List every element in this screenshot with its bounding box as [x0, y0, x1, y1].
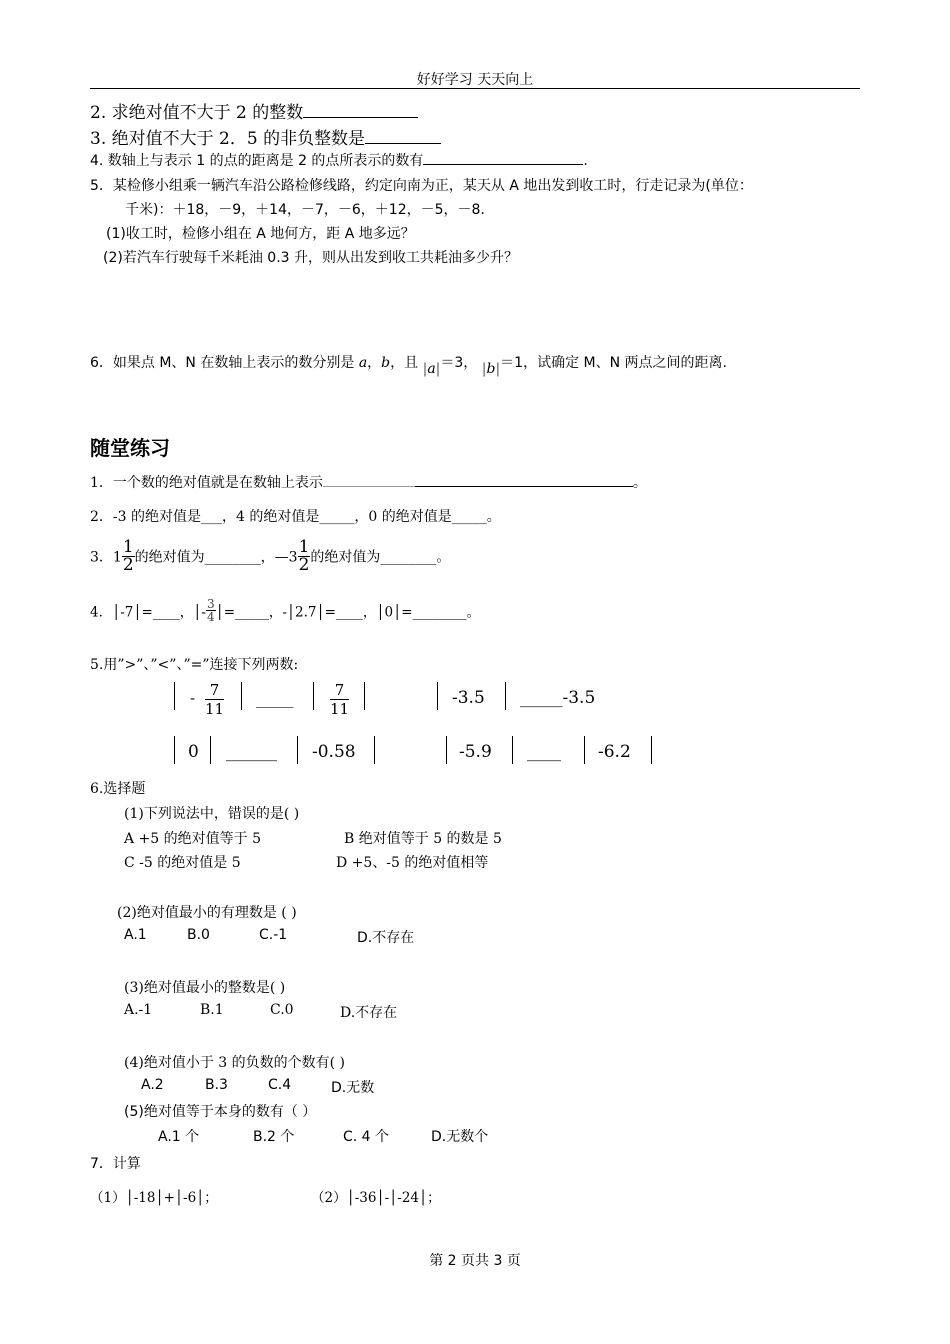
fraction: $\frac{1}{2}$ [122, 537, 134, 575]
mc-1-option-a: A +5 的绝对值等于 5 [124, 831, 262, 847]
mc-2-question: (2)绝对值最小的有理数是 ( ) [117, 905, 297, 921]
compare-blank: _____-3.5 [520, 688, 596, 708]
compare-blank: _____ [256, 690, 294, 708]
answer-blank [365, 127, 441, 144]
calc-1: （1）│-18│+│-6│； [90, 1190, 218, 1206]
question-5-sub1: (1)收工时，检修小组在 A 地何方，距 A 地多远？ [106, 226, 415, 242]
abs-bar [297, 736, 298, 764]
mc-5-option-a: A.1 个 [158, 1129, 200, 1145]
answer-blank [323, 474, 415, 487]
abs-bar [174, 736, 175, 764]
mc-5-option-d: D.无数个 [431, 1129, 489, 1145]
calc-2: （2）│-36│-│-24│； [311, 1190, 441, 1206]
question-4: 4. 数轴上与表示 1 的点的距离是 2 的点所表示的数有 . [90, 150, 588, 170]
question-3 [90, 124, 441, 149]
mc-1-option-c: C -5 的绝对值是 5 [124, 855, 241, 871]
compare-row-1: - 7 11 _____ 7 11 -3.5 _____-3.5 [0, 680, 950, 724]
abs-bar [446, 736, 447, 764]
fraction: $\frac{1}{2}$ [298, 537, 310, 575]
question-2 [90, 98, 418, 123]
mc-2-option-a: A.1 [124, 927, 147, 943]
abs-bar [374, 736, 375, 764]
mc-4-question: (4)绝对值小于 3 的负数的个数有( ) [124, 1055, 346, 1071]
answer-blank [415, 474, 633, 487]
abs-bar [512, 736, 513, 764]
mc-3-option-c: C.0 [270, 1002, 294, 1018]
mc-3-option-a: A.-1 [124, 1002, 153, 1018]
compare-blank: ____ [527, 742, 561, 762]
fraction: $\frac{3}{4}$ [207, 597, 215, 624]
abs-bar [364, 682, 365, 710]
page-header-title: 好好学习 天天向上 [416, 72, 534, 88]
mc-2-option-b: B.0 [187, 927, 210, 943]
practice-4: 4．│-7│=____，│- $\frac{3}{4}$ │=_____，-│2.7│=____，│0│=________。 [90, 597, 481, 624]
fraction: 7 11 [205, 681, 225, 718]
mc-4-option-b: B.3 [205, 1077, 228, 1093]
section-title: 随堂练习 [90, 436, 170, 460]
mc-3-option-d: D.不存在 [340, 1005, 398, 1021]
header-rule [90, 88, 860, 89]
question-3-text: 3. 绝对值不大于 2．5 的非负整数是 [90, 129, 366, 149]
mc-2-option-c: C.-1 [259, 927, 288, 943]
mc-1-question: (1)下列说法中，错误的是( ) [124, 806, 300, 822]
practice-5: 5.用”>”、”<”、”=”连接下列两数: [90, 657, 299, 673]
compare-blank: ______ [226, 742, 277, 762]
abs-bar [210, 736, 211, 764]
abs-b: |b| [481, 361, 501, 377]
question-2-text: 2. 求绝对值不大于 2 的整数 [90, 103, 304, 123]
practice-6-title: 6.选择题 [90, 781, 146, 797]
mc-5-option-b: B.2 个 [253, 1129, 295, 1145]
practice-2: 2．-3 的绝对值是___，4 的绝对值是_____，0 的绝对值是_____。 [90, 509, 501, 525]
fraction: 7 11 [330, 681, 350, 718]
abs-bar [313, 682, 314, 710]
mc-4-option-a: A.2 [141, 1077, 164, 1093]
abs-bar [584, 736, 585, 764]
mc-4-option-c: C.4 [268, 1077, 292, 1093]
page-footer: 第 2 页共 3 页 [429, 1253, 521, 1269]
abs-bar [437, 682, 438, 710]
question-6: 6．如果点 M、N 在数轴上表示的数分别是 a，b，且 |a|＝3， |b|＝1，试确定 M、N 两点之间的距离. [90, 355, 727, 377]
abs-bar [174, 682, 175, 710]
compare-row-2: 0 ______ -0.58 -5.9 ____ -6.2 [0, 736, 950, 770]
question-5-line1: 5．某检修小组乘一辆汽车沿公路检修线路，约定向南为正，某天从 A 地出发到收工时，行走记录为(单位： [90, 178, 753, 194]
practice-1: 1．一个数的绝对值就是在数轴上表示 。 [90, 475, 647, 491]
mc-5-option-c: C. 4 个 [343, 1129, 390, 1145]
abs-bar [505, 682, 506, 710]
abs-bar [241, 682, 242, 710]
mc-3-option-b: B.1 [200, 1002, 224, 1018]
question-4-text: 4. 数轴上与表示 1 的点的距离是 2 的点所表示的数有 [90, 153, 424, 169]
mc-4-option-d: D.无数 [331, 1080, 375, 1096]
practice-3: 3．1 $\frac{1}{2}$ 的绝对值为________，—3 $\frac{1}{2}$ 的绝对值为________。 [90, 537, 451, 575]
abs-a: |a| [422, 361, 441, 377]
answer-blank [303, 101, 418, 118]
mc-1-option-d: D +5、-5 的绝对值相等 [336, 855, 489, 871]
practice-7-title: 7．计算 [90, 1156, 141, 1172]
mc-2-option-d: D.不存在 [357, 930, 415, 946]
mc-5-question: (5)绝对值等于本身的数有（ ） [124, 1104, 317, 1120]
question-5-line2: 千米)：＋18，－9，＋14，－7，－6，＋12，－5，－8． [125, 202, 495, 218]
answer-blank [423, 150, 583, 165]
mc-3-question: (3)绝对值最小的整数是( ) [124, 980, 286, 996]
question-5-sub2: (2)若汽车行驶每千米耗油 0.3 升，则从出发到收工共耗油多少升？ [103, 250, 518, 266]
abs-bar [651, 736, 652, 764]
mc-1-option-b: B 绝对值等于 5 的数是 5 [344, 831, 502, 847]
